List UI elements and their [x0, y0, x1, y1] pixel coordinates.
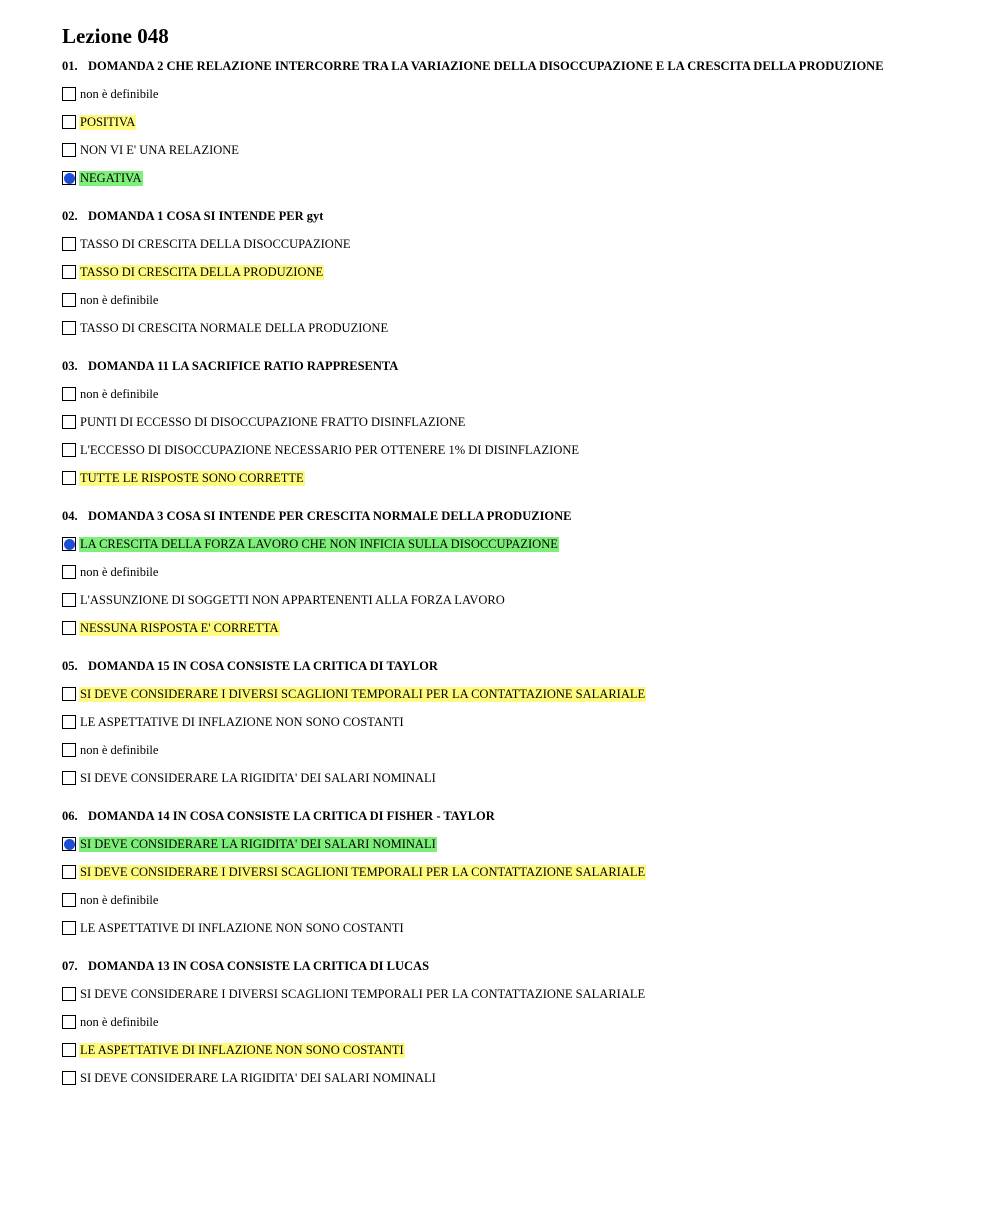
question-6-option-3[interactable] — [62, 886, 982, 914]
answer-checkbox[interactable] — [62, 293, 76, 307]
answer-label: non è definibile — [80, 742, 159, 757]
question-heading — [62, 508, 982, 524]
question-3-option-1[interactable] — [62, 380, 982, 408]
answer-checkbox[interactable] — [62, 87, 76, 101]
question-2 — [62, 208, 982, 342]
page-title: Lezione 048 — [62, 24, 169, 48]
question-5 — [62, 658, 982, 792]
answer-label: SI DEVE CONSIDERARE LA RIGIDITA' DEI SALARI NOMINALI — [80, 770, 436, 785]
answer-label: LE ASPETTATIVE DI INFLAZIONE NON SONO COSTANTI — [80, 714, 404, 729]
question-2-option-3[interactable] — [62, 286, 982, 314]
question-6-option-4[interactable] — [62, 914, 982, 942]
answer-checkbox[interactable] — [62, 593, 76, 607]
question-6 — [62, 808, 982, 942]
answer-label: LA CRESCITA DELLA FORZA LAVORO CHE NON INFICIA SULLA DISOCCUPAZIONE — [80, 536, 558, 551]
question-4-option-3[interactable] — [62, 586, 982, 614]
answer-checkbox[interactable] — [62, 837, 76, 851]
question-list — [62, 58, 982, 1092]
question-7-option-2[interactable] — [62, 1008, 982, 1036]
answer-checkbox[interactable] — [62, 321, 76, 335]
question-heading — [62, 958, 982, 974]
question-4-option-4[interactable] — [62, 614, 982, 642]
question-2-option-4[interactable] — [62, 314, 982, 342]
answer-label: TASSO DI CRESCITA NORMALE DELLA PRODUZIONE — [80, 320, 389, 335]
answer-label: L'ASSUNZIONE DI SOGGETTI NON APPARTENENTI ALLA FORZA LAVORO — [80, 592, 505, 607]
answer-label: TASSO DI CRESCITA DELLA DISOCCUPAZIONE — [80, 236, 351, 251]
answer-checkbox[interactable] — [62, 143, 76, 157]
question-6-option-1[interactable] — [62, 830, 982, 858]
answer-checkbox[interactable] — [62, 1015, 76, 1029]
answer-label: non è definibile — [80, 1014, 159, 1029]
question-text: DOMANDA 3 COSA SI INTENDE PER CRESCITA NORMALE DELLA PRODUZIONE — [88, 509, 572, 523]
question-5-option-2[interactable] — [62, 708, 982, 736]
question-5-option-1[interactable] — [62, 680, 982, 708]
question-1-option-3[interactable] — [62, 136, 982, 164]
answer-label: non è definibile — [80, 892, 159, 907]
question-heading — [62, 808, 982, 824]
question-text: DOMANDA 11 LA SACRIFICE RATIO RAPPRESENTA — [88, 359, 399, 373]
answer-checkbox[interactable] — [62, 921, 76, 935]
question-3-option-4[interactable] — [62, 464, 982, 492]
answer-options — [62, 830, 982, 942]
answer-checkbox[interactable] — [62, 115, 76, 129]
question-text: DOMANDA 1 COSA SI INTENDE PER gyt — [88, 209, 324, 223]
question-4-option-2[interactable] — [62, 558, 982, 586]
quiz-page — [62, 22, 982, 1108]
answer-checkbox[interactable] — [62, 687, 76, 701]
question-heading — [62, 658, 982, 674]
question-number: 03. — [62, 359, 78, 373]
question-number: 06. — [62, 809, 78, 823]
question-3-option-2[interactable] — [62, 408, 982, 436]
answer-label: SI DEVE CONSIDERARE LA RIGIDITA' DEI SALARI NOMINALI — [80, 1070, 436, 1085]
answer-checkbox[interactable] — [62, 743, 76, 757]
question-1-option-2[interactable] — [62, 108, 982, 136]
answer-label: TUTTE LE RISPOSTE SONO CORRETTE — [80, 470, 304, 485]
answer-checkbox[interactable] — [62, 865, 76, 879]
answer-label: NESSUNA RISPOSTA E' CORRETTA — [80, 620, 279, 635]
question-5-option-4[interactable] — [62, 764, 982, 792]
answer-checkbox[interactable] — [62, 537, 76, 551]
answer-label: POSITIVA — [80, 114, 136, 129]
answer-checkbox[interactable] — [62, 471, 76, 485]
question-1-option-1[interactable] — [62, 80, 982, 108]
answer-label: PUNTI DI ECCESSO DI DISOCCUPAZIONE FRATTO DISINFLAZIONE — [80, 414, 466, 429]
answer-checkbox[interactable] — [62, 565, 76, 579]
answer-label: LE ASPETTATIVE DI INFLAZIONE NON SONO COSTANTI — [80, 920, 404, 935]
question-number: 05. — [62, 659, 78, 673]
question-number: 07. — [62, 959, 78, 973]
question-text: DOMANDA 2 CHE RELAZIONE INTERCORRE TRA LA VARIAZIONE DELLA DISOCCUPAZIONE E LA CRESCITA DELLA PRODUZIONE — [88, 59, 884, 73]
question-number: 04. — [62, 509, 78, 523]
question-2-option-1[interactable] — [62, 230, 982, 258]
question-6-option-2[interactable] — [62, 858, 982, 886]
question-7-option-1[interactable] — [62, 980, 982, 1008]
answer-checkbox[interactable] — [62, 1043, 76, 1057]
selected-radio-dot — [64, 173, 75, 184]
answer-label: non è definibile — [80, 86, 159, 101]
question-2-option-2[interactable] — [62, 258, 982, 286]
question-heading — [62, 358, 982, 374]
answer-checkbox[interactable] — [62, 715, 76, 729]
question-4 — [62, 508, 982, 642]
answer-checkbox[interactable] — [62, 171, 76, 185]
answer-label: L'ECCESSO DI DISOCCUPAZIONE NECESSARIO PER OTTENERE 1% DI DISINFLAZIONE — [80, 442, 580, 457]
question-1-option-4[interactable] — [62, 164, 982, 192]
question-1 — [62, 58, 982, 192]
question-7 — [62, 958, 982, 1092]
question-heading — [62, 58, 982, 74]
answer-label: SI DEVE CONSIDERARE I DIVERSI SCAGLIONI TEMPORALI PER LA CONTATTAZIONE SALARIALE — [80, 864, 646, 879]
answer-checkbox[interactable] — [62, 265, 76, 279]
question-3 — [62, 358, 982, 492]
question-5-option-3[interactable] — [62, 736, 982, 764]
answer-label: SI DEVE CONSIDERARE I DIVERSI SCAGLIONI TEMPORALI PER LA CONTATTAZIONE SALARIALE — [80, 986, 646, 1001]
question-heading — [62, 208, 982, 224]
answer-checkbox[interactable] — [62, 387, 76, 401]
question-number: 02. — [62, 209, 78, 223]
answer-label: LE ASPETTATIVE DI INFLAZIONE NON SONO COSTANTI — [80, 1042, 404, 1057]
question-4-option-1[interactable] — [62, 530, 982, 558]
answer-options — [62, 680, 982, 792]
answer-options — [62, 530, 982, 642]
answer-checkbox[interactable] — [62, 771, 76, 785]
answer-label: non è definibile — [80, 564, 159, 579]
answer-checkbox[interactable] — [62, 1071, 76, 1085]
answer-checkbox[interactable] — [62, 621, 76, 635]
question-7-option-3[interactable] — [62, 1036, 982, 1064]
answer-options — [62, 980, 982, 1092]
answer-options — [62, 230, 982, 342]
answer-label: SI DEVE CONSIDERARE I DIVERSI SCAGLIONI TEMPORALI PER LA CONTATTAZIONE SALARIALE — [80, 686, 646, 701]
answer-label: non è definibile — [80, 386, 159, 401]
selected-radio-dot — [64, 839, 75, 850]
selected-radio-dot — [64, 539, 75, 550]
answer-checkbox[interactable] — [62, 237, 76, 251]
answer-label: SI DEVE CONSIDERARE LA RIGIDITA' DEI SALARI NOMINALI — [80, 836, 436, 851]
question-text: DOMANDA 15 IN COSA CONSISTE LA CRITICA DI TAYLOR — [88, 659, 438, 673]
answer-checkbox[interactable] — [62, 893, 76, 907]
answer-checkbox[interactable] — [62, 415, 76, 429]
answer-checkbox[interactable] — [62, 443, 76, 457]
answer-checkbox[interactable] — [62, 987, 76, 1001]
question-text: DOMANDA 14 IN COSA CONSISTE LA CRITICA DI FISHER - TAYLOR — [88, 809, 495, 823]
answer-label: non è definibile — [80, 292, 159, 307]
answer-options — [62, 80, 982, 192]
answer-label: NEGATIVA — [80, 170, 142, 185]
answer-label: NON VI E' UNA RELAZIONE — [80, 142, 239, 157]
question-7-option-4[interactable] — [62, 1064, 982, 1092]
answer-options — [62, 380, 982, 492]
question-number: 01. — [62, 59, 78, 73]
question-text: DOMANDA 13 IN COSA CONSISTE LA CRITICA DI LUCAS — [88, 959, 430, 973]
question-3-option-3[interactable] — [62, 436, 982, 464]
answer-label: TASSO DI CRESCITA DELLA PRODUZIONE — [80, 264, 324, 279]
